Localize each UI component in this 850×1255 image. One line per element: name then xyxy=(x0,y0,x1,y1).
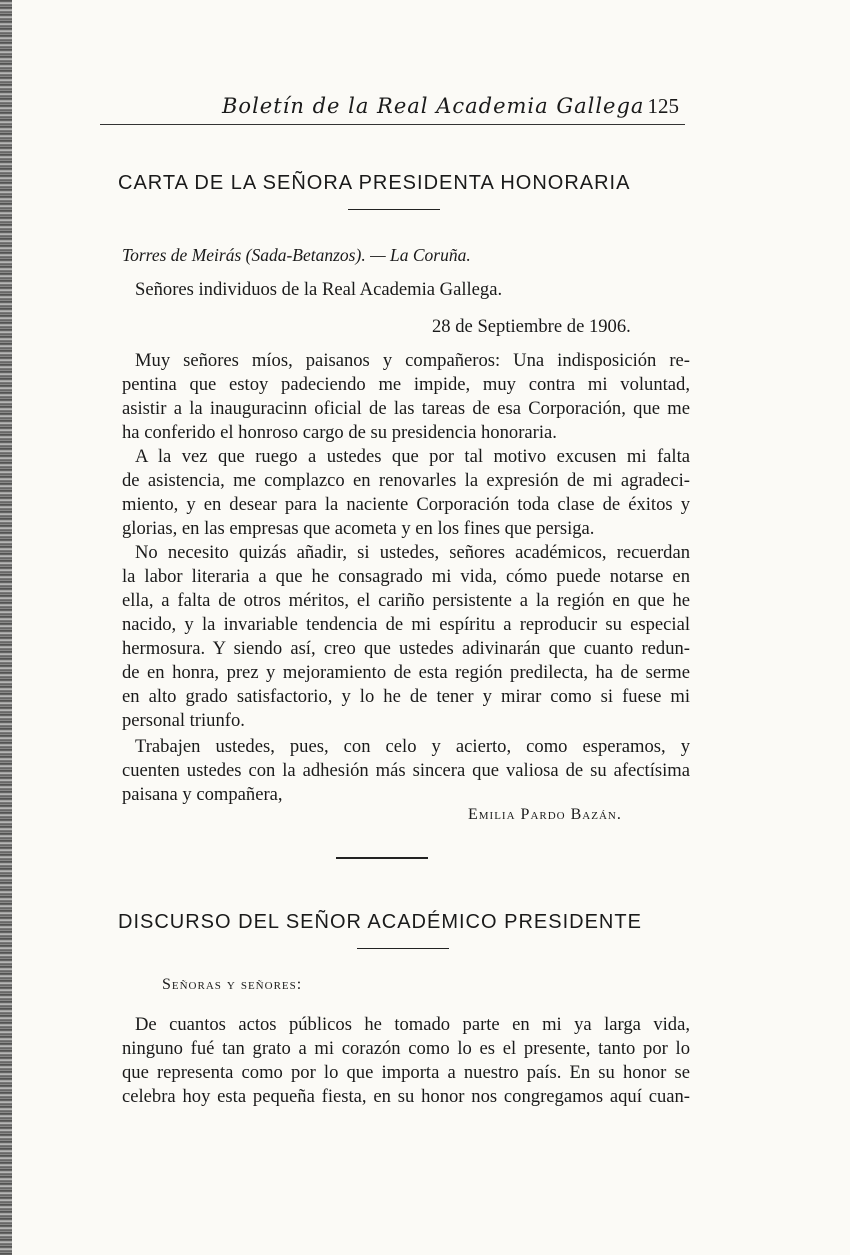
letter-line: ella, a falta de otros méritos, el cariño persistente a la región en que he xyxy=(122,590,690,611)
letter-addressee: Señores individuos de la Real Academia Gallega. xyxy=(135,279,503,300)
title-underline xyxy=(357,948,449,949)
letter-line: A la vez que ruego a ustedes que por tal motivo excusen mi falta xyxy=(135,446,690,467)
running-header xyxy=(100,90,685,125)
letter-line: de en honra, prez y mejoramiento de esta región predilecta, ha de serme xyxy=(122,662,690,683)
letter-line: la labor literaria a que he consagrado mi vida, cómo puede notarse en xyxy=(122,566,690,587)
letter-line: No necesito quizás añadir, si ustedes, señores académicos, recuerdan xyxy=(135,542,690,563)
letter-signature: Emilia Pardo Bazán. xyxy=(468,806,622,823)
speech-line: que representa como por lo que importa a nuestro país. En su honor se xyxy=(122,1062,690,1083)
letter-line: nacido, y la invariable tendencia de mi espíritu a reproducir su especial xyxy=(122,614,690,635)
title-underline xyxy=(348,209,440,210)
speech-line: De cuantos actos públicos he tomado parte en mi ya larga vida, xyxy=(135,1014,690,1035)
letter-line: de asistencia, me complazco en renovarles la expresión de mi agradeci- xyxy=(122,470,690,491)
letter-line: cuenten ustedes con la adhesión más sincera que valiosa de su afectísima xyxy=(122,760,690,781)
speech-salutation: Señoras y señores: xyxy=(162,976,303,993)
letter-line: pentina que estoy padeciendo me impide, muy contra mi voluntad, xyxy=(122,374,690,395)
letter-line: personal triunfo. xyxy=(122,710,245,731)
letter-place: Torres de Meirás (Sada-Betanzos). — La Coruña. xyxy=(122,245,471,265)
section-title-letter: CARTA DE LA SEÑORA PRESIDENTA HONORARIA xyxy=(118,172,631,194)
letter-date: 28 de Septiembre de 1906. xyxy=(432,316,631,337)
speech-line: celebra hoy esta pequeña fiesta, en su honor nos congregamos aquí cuan- xyxy=(122,1086,690,1107)
speech-line: ninguno fué tan grato a mi corazón como lo es el presente, tanto por lo xyxy=(122,1038,690,1059)
letter-line: Muy señores míos, paisanos y compañeros: Una indisposición re- xyxy=(135,350,690,371)
letter-line: ha conferido el honroso cargo de su presidencia honoraria. xyxy=(122,422,557,443)
section-divider xyxy=(336,857,428,859)
letter-line: hermosura. Y siendo así, creo que ustedes adivinarán que cuanto redun- xyxy=(122,638,690,659)
section-title-speech: DISCURSO DEL SEÑOR ACADÉMICO PRESIDENTE xyxy=(118,911,642,933)
letter-line: Trabajen ustedes, pues, con celo y acierto, como esperamos, y xyxy=(135,736,690,757)
page-number: 125 xyxy=(647,94,679,118)
letter-line: en alto grado satisfactorio, y lo he de tener y mirar como si fuese mi xyxy=(122,686,690,707)
letter-line: asistir a la inauguracinn oficial de las tareas de esa Corporación, que me xyxy=(122,398,690,419)
letter-line: glorias, en las empresas que acometa y en los fines que persiga. xyxy=(122,518,595,539)
letter-line: paisana y compañera, xyxy=(122,784,283,805)
page-binding-edge xyxy=(0,0,12,1255)
letter-line: miento, y en desear para la naciente Corporación toda clase de éxitos y xyxy=(122,494,690,515)
journal-title: Boletín de la Real Academia Gallega xyxy=(222,94,645,118)
